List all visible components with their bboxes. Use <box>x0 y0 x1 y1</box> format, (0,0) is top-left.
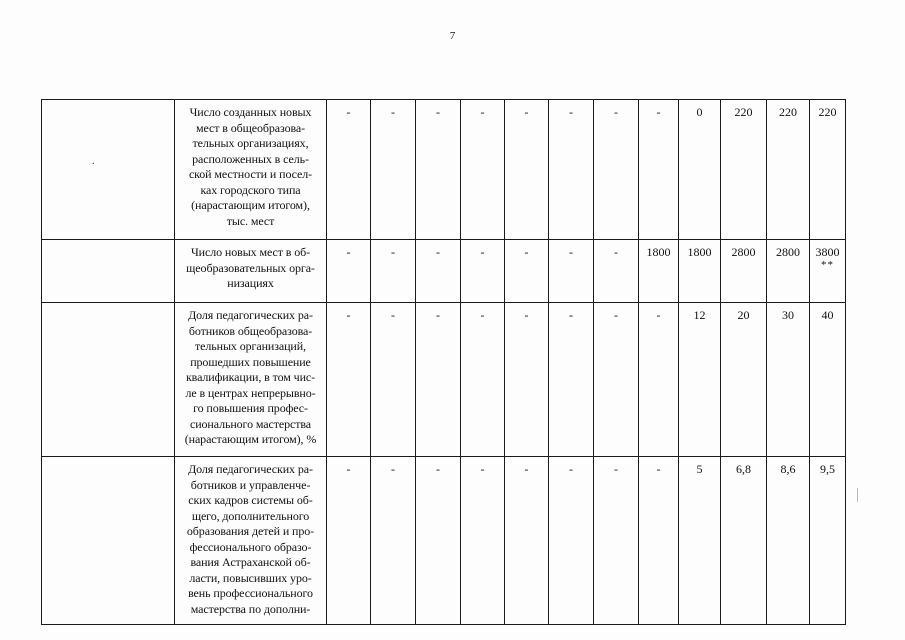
value-text: - <box>569 105 573 119</box>
value-text: 8,6 <box>780 462 796 476</box>
value-cell <box>505 457 549 625</box>
value-cell <box>416 240 461 303</box>
value-cell <box>810 100 846 240</box>
table-row <box>42 240 846 303</box>
scan-mark <box>857 488 858 502</box>
value-cell <box>767 240 810 303</box>
value-cell <box>639 100 679 240</box>
value-cell <box>461 240 505 303</box>
indicator-label-line: ской местности и посел- <box>188 167 313 181</box>
value-cell <box>327 100 371 240</box>
value-text: 20 <box>737 308 750 322</box>
indicator-label-line: ботников общеобразова- <box>188 323 313 338</box>
value-cell <box>549 303 594 457</box>
value-text: 30 <box>782 308 794 322</box>
indicator-label <box>175 303 327 457</box>
value-cell <box>549 100 594 240</box>
value-cell <box>594 457 639 625</box>
value-cell <box>505 303 549 457</box>
value-cell <box>594 240 639 303</box>
value-text: 12 <box>693 308 706 322</box>
value-text: 9,5 <box>820 462 835 476</box>
value-cell <box>721 303 767 457</box>
value-cell <box>767 303 810 457</box>
value-cell <box>371 457 416 625</box>
indicator-label-line: Число созданных новых <box>189 105 312 119</box>
value-text: - <box>436 308 440 322</box>
value-cell <box>679 303 721 457</box>
indicator-label-line: ле в центрах непрерывно- <box>185 385 316 400</box>
value-text: - <box>346 308 351 322</box>
indicator-label-line: прошедших повышение <box>190 354 311 369</box>
indicator-label-line: щеобразовательных орга- <box>186 260 315 275</box>
value-text: - <box>524 105 529 119</box>
value-cell <box>810 457 846 625</box>
value-cell <box>594 100 639 240</box>
indicator-label-line: тельных организациях, <box>192 136 309 150</box>
value-cell <box>327 303 371 457</box>
indicator-label <box>175 100 327 240</box>
indicator-label-line: Доля педагогических ра- <box>188 308 313 322</box>
value-cell <box>505 100 549 240</box>
value-text: - <box>656 105 661 119</box>
value-cell <box>461 457 505 625</box>
indicator-label-line: ских кадров системы об- <box>188 493 313 507</box>
value-cell <box>549 457 594 625</box>
footnote-marker: ** <box>821 258 834 271</box>
value-text: - <box>656 462 661 476</box>
indicator-label-line: образования детей и про- <box>186 524 315 538</box>
empty-cell <box>42 457 175 625</box>
value-text: - <box>614 308 618 322</box>
value-text: - <box>480 245 485 259</box>
value-text: - <box>346 462 351 476</box>
table-row <box>42 303 846 457</box>
value-text: - <box>524 462 529 476</box>
indicator-label-line: вень профессионального <box>188 586 313 600</box>
value-cell <box>371 240 416 303</box>
value-cell <box>810 303 846 457</box>
value-text: 3800 <box>815 245 840 259</box>
stray-mark: . <box>92 156 95 167</box>
value-cell <box>679 100 721 240</box>
indicator-label-line: Число новых мест в об- <box>190 245 311 259</box>
value-cell <box>810 240 846 303</box>
indicator-label-line: ласти, повысивших уро- <box>189 570 312 585</box>
indicator-label-line: тельных организаций, <box>195 339 306 353</box>
value-cell <box>416 100 461 240</box>
value-text: - <box>614 462 618 476</box>
indicators-table <box>41 99 846 625</box>
indicator-label-line: ках городского типа <box>200 182 301 197</box>
indicator-label-line: ботников и управленче- <box>190 477 311 492</box>
value-cell <box>416 303 461 457</box>
value-text: 220 <box>734 105 753 119</box>
indicator-label-line: расположенных в сель- <box>192 151 309 166</box>
indicator-label-line: низациях <box>227 276 274 290</box>
value-text: 6,8 <box>736 462 751 476</box>
value-text: - <box>614 105 618 119</box>
value-text: - <box>569 245 573 259</box>
value-text: - <box>569 462 573 476</box>
value-text: - <box>480 462 485 476</box>
indicator-label <box>175 457 327 625</box>
indicator-label-line: щего, дополнительного <box>191 508 310 523</box>
value-cell <box>721 240 767 303</box>
indicator-label-line: сионального мастерства <box>189 416 312 431</box>
value-text: - <box>480 105 485 119</box>
value-cell <box>767 100 810 240</box>
value-cell <box>639 457 679 625</box>
value-text: - <box>391 308 395 322</box>
value-text: - <box>614 245 618 259</box>
value-cell <box>679 457 721 625</box>
value-cell <box>461 100 505 240</box>
value-text: 40 <box>821 308 834 322</box>
value-text: - <box>436 462 440 476</box>
value-text: 5 <box>696 462 703 476</box>
indicator-label-line: го повышения профес- <box>193 401 308 415</box>
value-text: - <box>569 308 573 322</box>
empty-cell <box>42 240 175 303</box>
indicator-label-line: мест в общеобразова- <box>195 120 306 135</box>
value-text: - <box>436 105 440 119</box>
value-text: 220 <box>818 105 837 119</box>
value-cell <box>594 303 639 457</box>
value-text: 1800 <box>646 245 671 259</box>
value-cell <box>639 303 679 457</box>
table-row <box>42 100 846 240</box>
value-text: 2800 <box>731 245 756 259</box>
indicator-label-line: фессионального образо- <box>189 539 312 554</box>
indicator-label-line: тыс. мест <box>226 213 275 228</box>
table-row <box>42 457 846 625</box>
value-cell <box>461 303 505 457</box>
value-cell <box>679 240 721 303</box>
value-cell <box>639 240 679 303</box>
value-text: - <box>346 105 351 119</box>
value-text: - <box>436 245 440 259</box>
value-text: 220 <box>779 105 797 119</box>
value-text: 0 <box>696 105 703 119</box>
value-cell <box>721 457 767 625</box>
value-cell <box>327 240 371 303</box>
value-text: - <box>391 245 395 259</box>
value-cell <box>371 303 416 457</box>
indicator-label <box>175 240 327 303</box>
value-text: - <box>524 245 529 259</box>
value-cell <box>416 457 461 625</box>
value-cell <box>327 457 371 625</box>
value-text: - <box>524 308 529 322</box>
value-text: 1800 <box>687 245 712 259</box>
value-text: - <box>480 308 485 322</box>
indicator-label-line: мастерства по дополни- <box>190 601 311 616</box>
empty-cell <box>42 100 175 240</box>
empty-cell <box>42 303 175 457</box>
indicator-label-line: (нарастающим итогом), <box>191 198 310 212</box>
value-cell <box>767 457 810 625</box>
value-cell <box>505 240 549 303</box>
value-cell <box>371 100 416 240</box>
value-cell <box>549 240 594 303</box>
value-text: 2800 <box>776 245 800 259</box>
value-text: - <box>346 245 351 259</box>
value-text: - <box>391 105 395 119</box>
indicator-label-line: квалификации, в том чис- <box>185 370 316 384</box>
value-text: - <box>656 308 661 322</box>
page-number: 7 <box>449 30 456 42</box>
value-cell <box>721 100 767 240</box>
indicator-label-line: (нарастающим итогом), % <box>184 432 317 446</box>
indicator-label-line: Доля педагогических ра- <box>188 462 313 476</box>
value-text: - <box>391 462 395 476</box>
indicator-label-line: вания Астраханской об- <box>190 555 311 569</box>
